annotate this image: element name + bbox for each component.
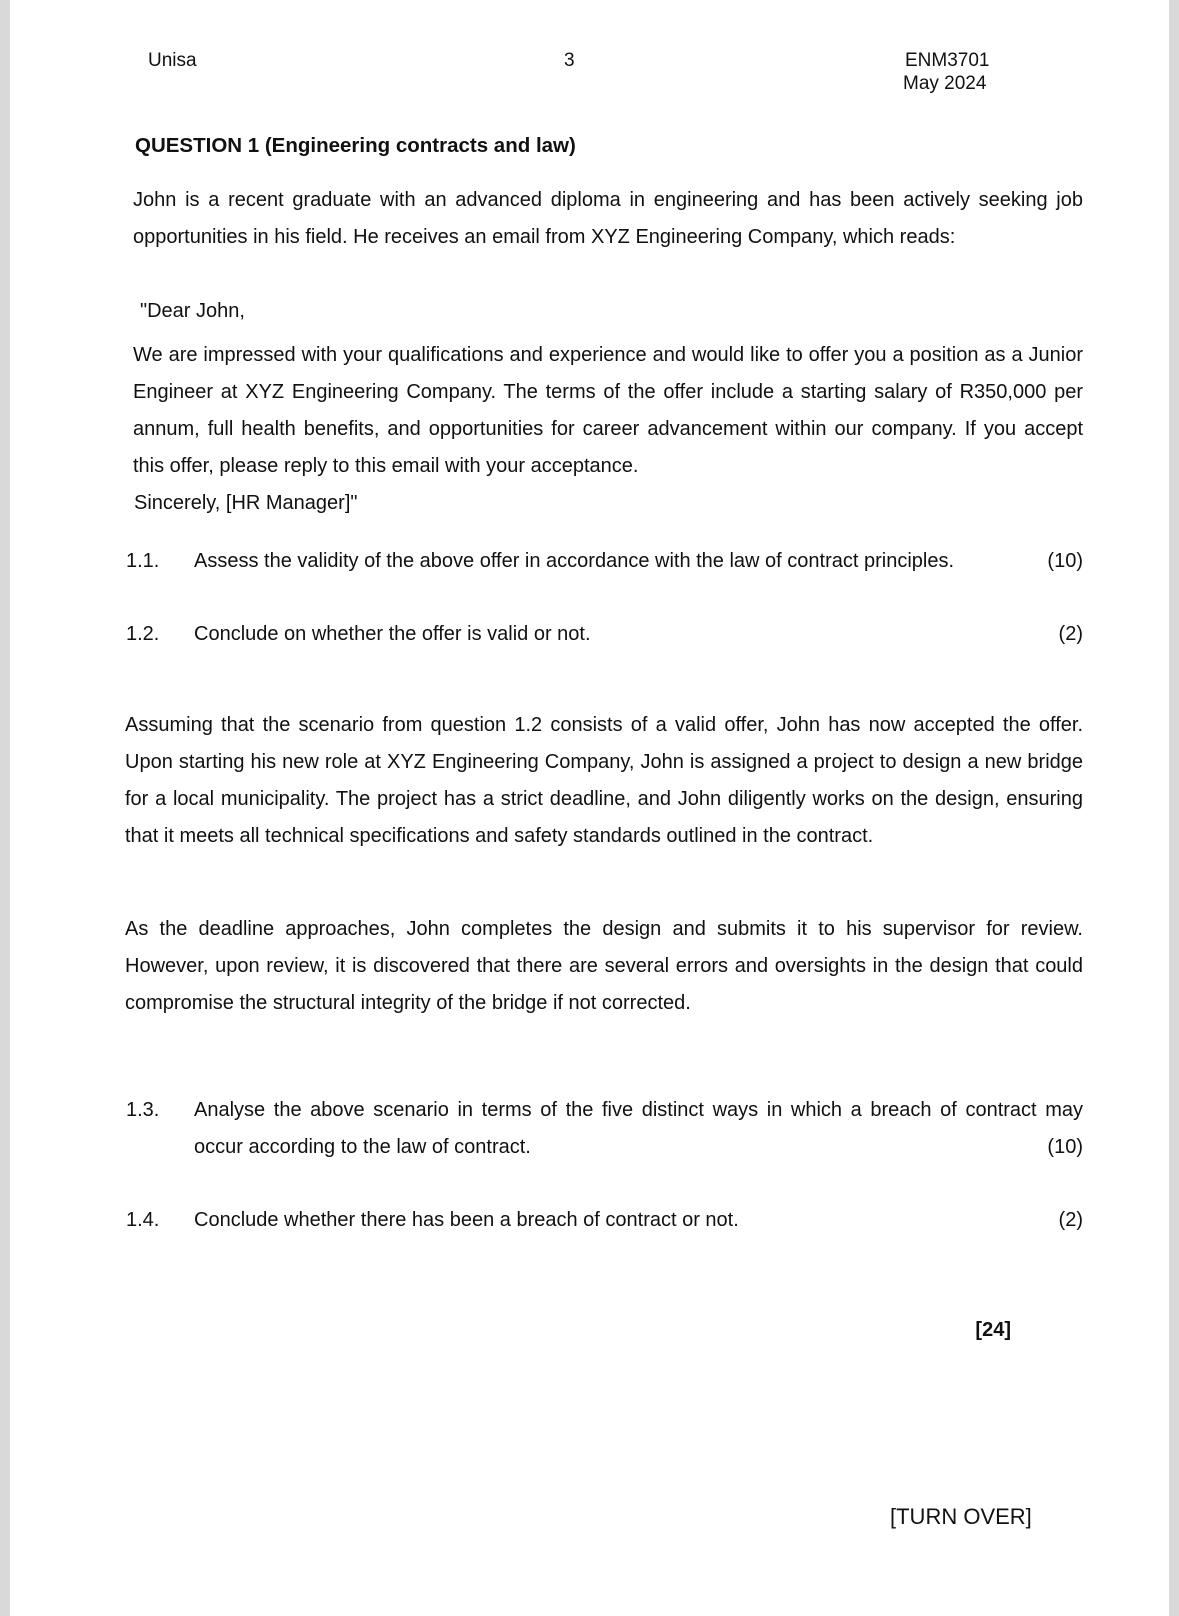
email-sign-off: Sincerely, [HR Manager]" xyxy=(134,492,358,514)
subquestion-text: Analyse the above scenario in terms of the five distinct ways in which a breach of contract may occur according to the law of contract. xyxy=(194,1099,1083,1158)
header-exam-date: May 2024 xyxy=(903,73,987,94)
header-page-number: 3 xyxy=(564,50,575,71)
subquestion-marks: (10) xyxy=(1047,550,1083,572)
scenario-paragraph: As the deadline approaches, John completes the design and submits it to his supervisor for review. However, upon review, it is discovered that there are several errors and oversights in the design that could compromise the structural integrity of the bridge if not corrected. xyxy=(125,918,1083,1014)
email-body: We are impressed with your qualifications and experience and would like to offer you a position as a Junior Engineer at XYZ Engineering Company. The terms of the offer include a starting salary of R350,000 per annum, full health benefits, and opportunities for career advancement within our company. If you accept this offer, please reply to this email with your acceptance. xyxy=(133,344,1083,477)
subquestion-marks: (2) xyxy=(1058,623,1083,645)
subquestion-number: 1.3. xyxy=(126,1099,160,1121)
question-total-marks: [24] xyxy=(975,1319,1011,1341)
question-intro: John is a recent graduate with an advanced diploma in engineering and has been actively seeking job opportunities in his field. He receives an email from XYZ Engineering Company, which reads: xyxy=(133,189,1083,248)
scenario-paragraph: Assuming that the scenario from question 1.2 consists of a valid offer, John has now accepted the offer. Upon starting his new role at XYZ Engineering Company, John is assigned a project to design a new bridge for a local municipality. The project has a strict deadline, and John diligently works on the design, ensuring that it meets all technical specifications and safety standards outlined in the contract. xyxy=(125,714,1083,847)
question-title: QUESTION 1 (Engineering contracts and law) xyxy=(135,134,576,157)
header-module-code: ENM3701 xyxy=(905,50,990,71)
header-institution: Unisa xyxy=(148,50,197,71)
subquestion-number: 1.1. xyxy=(126,550,160,572)
subquestion-number: 1.4. xyxy=(126,1209,160,1231)
turn-over-note: [TURN OVER] xyxy=(890,1504,1032,1529)
subquestion-text: Assess the validity of the above offer in accordance with the law of contract principles. xyxy=(194,550,955,572)
subquestion-marks: (10) xyxy=(1047,1136,1083,1158)
subquestion-text: Conclude on whether the offer is valid or not. xyxy=(194,623,591,645)
subquestion-marks: (2) xyxy=(1058,1209,1083,1231)
subquestion-number: 1.2. xyxy=(126,623,160,645)
subquestion-text: Conclude whether there has been a breach of contract or not. xyxy=(194,1209,739,1231)
exam-page xyxy=(10,0,1169,1616)
email-salutation: "Dear John, xyxy=(140,300,245,322)
